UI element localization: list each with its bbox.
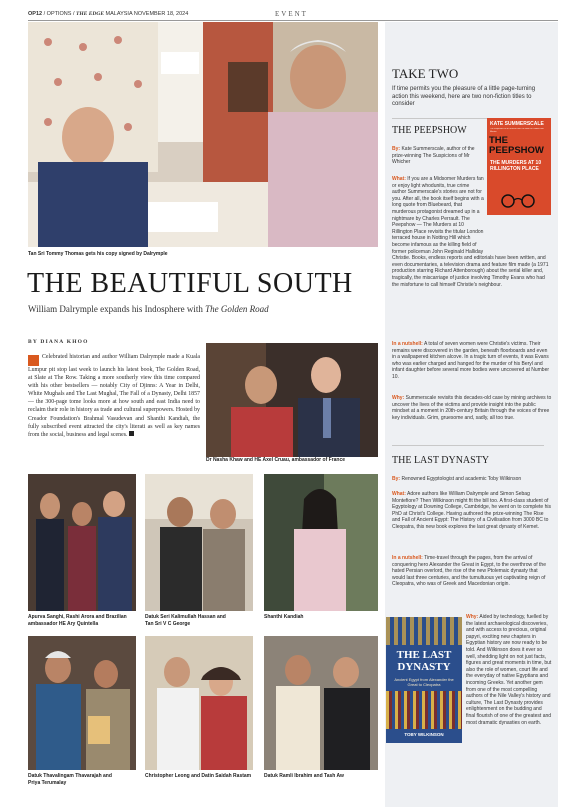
- peepshow-what: What: If you are a Midsomer Murders fan or enjoy light whodunits, true crime author Summerscale's stories are not for you. After all, the book itself begins with a long quote from Bluebeard, that murderous protagonist dreamed up in a nightmare by Charles Perrault. The Peepshow — The Murders at 10 Rillington Place revisits the titular London terraced house in Notting Hill which become infamous as the killing field of former policeman John Reginald Halliday Christie. Books, endless reports and editorials have been written, and even documentaries, a television drama and feature film made (a 1971 production starring Richard Attenborough) about the serial killer and, tragically, the miscarriage of justice involving Timothy Evans who had the misfortune to call himself Christie's neighbour.: [392, 176, 549, 288]
- article-body-text: Celebrated historian and author William Dalrymple made a Kuala Lumpur pit stop last week to launch his latest book, The Golden Road, at Slate at The Row. Taking a more southerly view this time compared with his other bestsellers — notably City of Djinns: A Year in Delhi, White Mughals and The Last Mughal, The Fall of a Dynasty, Delhi 1857 — the 300-page tome looks more at how south and east India need to reclaim their role in history as trade and cultural superpowers. Hosted by Creador Foundation's Brahmal Vasudevan and Shanthi Kandiah, the fully subscribed event attracted the city's literati as well as key names from the social, business and legal scenes.: [28, 354, 200, 438]
- end-mark: [129, 431, 134, 436]
- dynasty-what: What: Adore authors like William Dalrymple and Simon Sebag Montefiore? Then Wilkinson might fit the bill too. A first-class student of Egyptology at Downing College, Cambridge, he went on to complete his PhD at Christ's College. Having authored the prize-winning The Rise and Fall of Ancient Egypt: The History of a Civilisation from 3000 BC to Cleopatra, this new book explores the last great dynasty of Kemet.: [392, 491, 551, 530]
- peepshow-why: Why: Summerscale revisits this decades-old case by mining archives to uncover the lives of the victims and provide insight into the public mindset at a moment in 20th-century Britain through the voices of three key individuals. Grim, gruesome and, sadly, all too true.: [392, 395, 552, 421]
- subhead-text: William Dalrymple expands his Indosphere with: [28, 304, 203, 314]
- dynasty-nutshell: In a nutshell: Time-travel through the pages, from the arrival of conquering hero Alexander the Great in Egypt, to the overthrow of the hated Persian overlord, the rise of the new Ptolemaic dynasty that would last three centuries, and the tumultuous yet captivating reign of Cleopatra, who was of Greek and Macedonian origin.: [392, 555, 546, 588]
- gallery-photo-4: [28, 636, 136, 770]
- sidebar-intro: If time permits you the pleasure of a little page-turning action this weekend, here are two non-fiction titles to consider: [392, 86, 536, 107]
- section-event: EVENT: [275, 10, 308, 18]
- section-name: OPTIONS: [46, 11, 72, 17]
- caption-gallery-5: Christopher Leong and Datin Saidah Rastam: [145, 773, 252, 779]
- issue-date: NOVEMBER 18, 2024: [133, 11, 189, 17]
- guests-image: [145, 474, 253, 611]
- guests-image: [206, 343, 378, 457]
- caption-gallery-1: Apurva Sanghi, Rashi Arora and Brazilian ambassador HE Ary Quintella: [28, 614, 127, 627]
- sidebar-title: TAKE TWO: [392, 66, 459, 81]
- photo-book-signing: [28, 22, 378, 247]
- article-subhead: [28, 304, 398, 314]
- page-number: OP12: [28, 11, 43, 17]
- peepshow-cover: KATE SUMMERSCALE The Suspicions of Mr Whicher and The Book of Phobias and Manias THE PEEPSHOW THE MURDERS AT 10 RILLINGTON PLACE: [487, 118, 551, 215]
- sidebar-rule-2: [392, 445, 544, 446]
- peepshow-nutshell: In a nutshell: A total of seven women were Christie's victims. Their remains were discovered in the garden, beneath floorboards and even in a wallpapered kitchen alcove. In a tragic turn of events, it was Evans who was earlier charged and hanged for the murder of his Beryl and infant daughter before several more bodies were uncovered at Number 10.: [392, 341, 550, 380]
- brand-name: THE EDGE: [76, 11, 104, 17]
- peepshow-title: THE PEEPSHOW: [392, 125, 467, 136]
- caption-gallery-2: Datuk Seri Kalimullah Hassan and Tan Sri V C George: [145, 614, 226, 627]
- guests-image: [145, 636, 253, 770]
- subhead-book-title: The Golden Road: [205, 304, 269, 314]
- dynasty-by: By: Renowned Egyptologist and academic Toby Wilkinson: [392, 476, 522, 482]
- guests-image: [28, 474, 136, 611]
- gallery-photo-6: [264, 636, 378, 770]
- gallery-photo-2: [145, 474, 253, 611]
- peepshow-by: By: Kate Summerscale, author of the prize-winning The Suspicions of Mr Whicher: [392, 146, 475, 166]
- caption-gallery-6: Datuk Ramli Ibrahim and Tash Aw: [264, 773, 344, 779]
- caption-gallery-4: Datuk Thavalingam Thavarajah and Priya Terumalay: [28, 773, 112, 786]
- article-headline: THE BEAUTIFUL SOUTH: [27, 268, 353, 299]
- header-rule: [28, 20, 558, 21]
- signing-scene-image: [28, 22, 378, 247]
- brand-suffix: MALAYSIA: [105, 11, 133, 17]
- guests-image: [264, 474, 378, 611]
- gallery-photo-3: [264, 474, 378, 611]
- guests-image: [28, 636, 136, 770]
- guests-image: [264, 636, 378, 770]
- photo-khaw-cruau: [206, 343, 378, 457]
- dynasty-why: Why: Aided by technology, fuelled by the latest archaeological discoveries, and with access to precious, original papyri, exciting new chapters in Egyptian history are now ready to be told. And Wilkinson does it ever so well, shedding light on not just facts, figures and great moments in time, but also the role of women, court life and the everyday of native Egyptians and incoming Greeks. Yet another gem from one of the most compelling authors of the Nile Valley's history and culture, The Last Dynasty provides enlightenment on the budding and final flourish of one of the greatest and most dramatic dynasties on earth.: [466, 614, 552, 726]
- caption-mid-photo: Dr Nasha Khaw and HE Axel Cruau, ambassador of France: [206, 457, 346, 463]
- page-header: OP12 / OPTIONS / THE EDGE MALAYSIA NOVEMBER 18, 2024 EVENT: [28, 10, 308, 18]
- dynasty-title: THE LAST DYNASTY: [392, 455, 490, 466]
- gallery-photo-1: [28, 474, 136, 611]
- byline: BY DIANA KHOO: [28, 339, 89, 345]
- dynasty-cover: THE LAST DYNASTY Ancient Egypt from Alexander the Great to Cleopatra TOBY WILKINSON: [386, 617, 462, 743]
- drop-square: [28, 355, 39, 366]
- caption-gallery-3: Shanthi Kandiah: [264, 614, 304, 620]
- caption-top-photo: Tan Sri Tommy Thomas gets his copy signed by Dalrymple: [28, 251, 168, 257]
- gallery-photo-5: [145, 636, 253, 770]
- article-body: [28, 353, 200, 439]
